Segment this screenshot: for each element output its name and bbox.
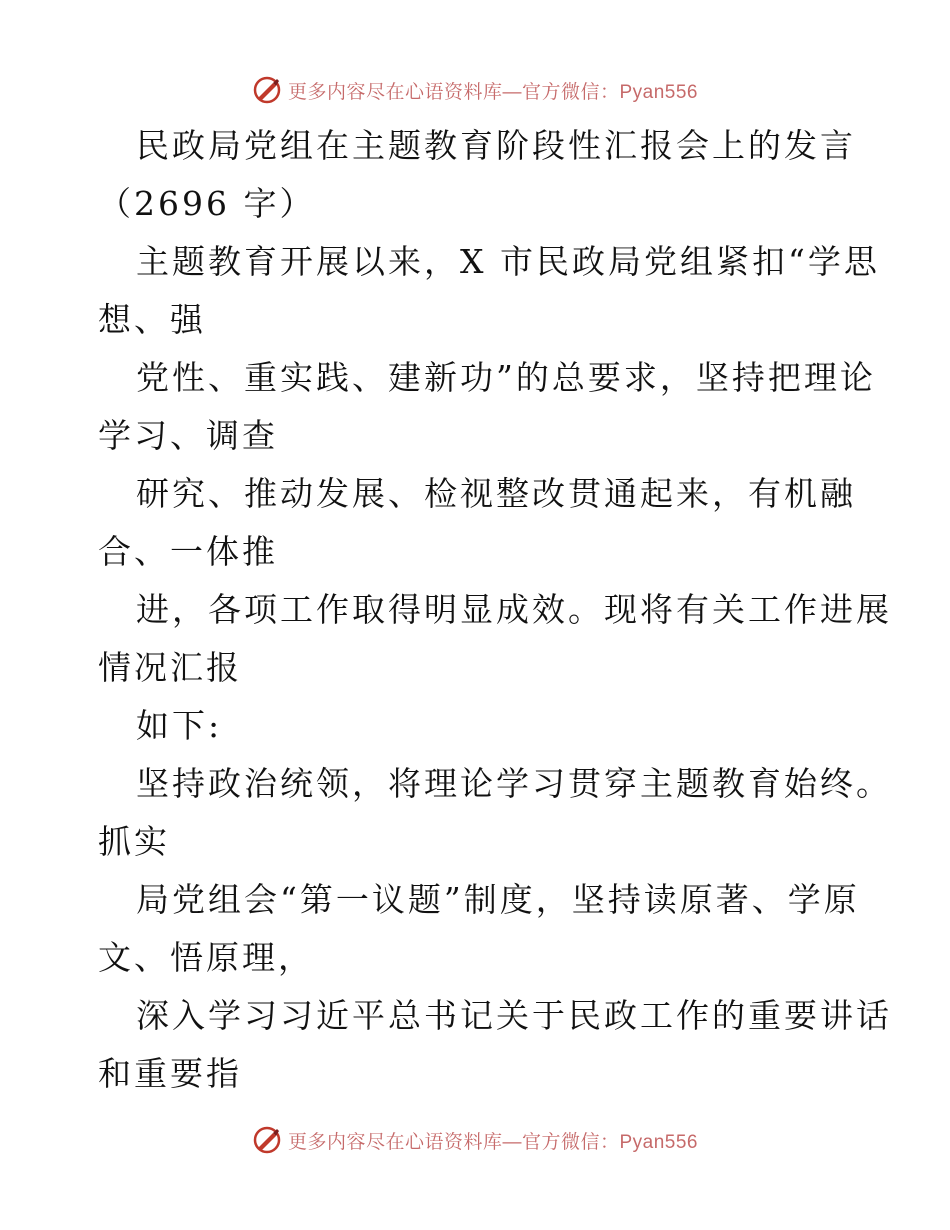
quill-pen-logo-icon — [252, 1125, 282, 1155]
text-line: 文、悟原理， — [98, 938, 314, 977]
text-line: 深入学习习近平总书记关于民政工作的重要讲话 — [136, 996, 892, 1035]
text-line: 想、强 — [98, 300, 206, 339]
text-line: 主题教育开展以来，X 市民政局党组紧扣“学思 — [136, 242, 880, 281]
text-line: 和重要指 — [98, 1054, 242, 1093]
watermark-text: 更多内容尽在心语资料库—官方微信：Pyan556 — [287, 1131, 698, 1153]
watermark-text: 更多内容尽在心语资料库—官方微信：Pyan556 — [287, 81, 698, 103]
text-line: 学习、调查 — [98, 416, 278, 455]
text-line: 局党组会“第一议题”制度，坚持读原著、学原 — [136, 880, 860, 919]
text-line: 抓实 — [98, 822, 170, 861]
footer-watermark — [0, 1120, 950, 1160]
character-count: （2696 字） — [98, 184, 316, 223]
text-line: 情况汇报 — [98, 648, 242, 687]
text-line: 如下: — [136, 706, 223, 745]
text-line: 党性、重实践、建新功”的总要求，坚持把理论 — [136, 358, 876, 397]
text-line: 坚持政治统领，将理论学习贯穿主题教育始终。 — [136, 764, 892, 803]
text-line: 研究、推动发展、检视整改贯通起来，有机融 — [136, 474, 856, 513]
text-line: 合、一体推 — [98, 532, 278, 571]
text-line: 进，各项工作取得明显成效。现将有关工作进展 — [136, 590, 892, 629]
document-title: 民政局党组在主题教育阶段性汇报会上的发言 — [136, 126, 856, 165]
